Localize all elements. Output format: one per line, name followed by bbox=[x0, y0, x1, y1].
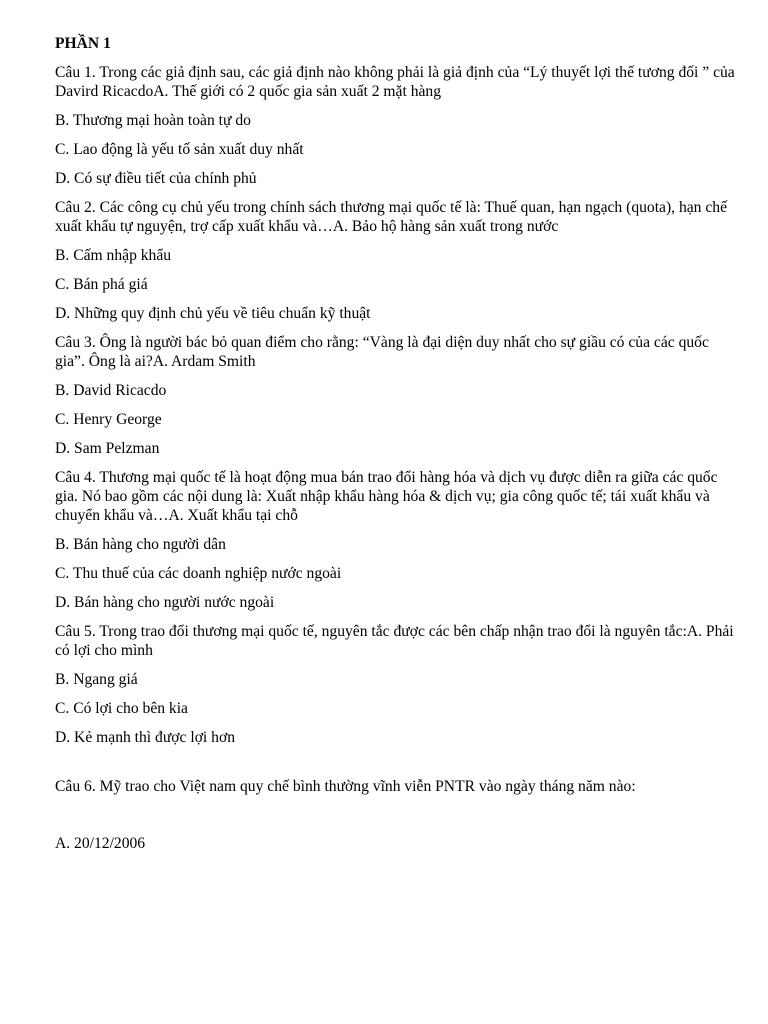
question-5-option-c: C. Có lợi cho bên kia bbox=[55, 700, 188, 717]
question-5-option-b: B. Ngang giá bbox=[55, 671, 138, 688]
question-5: Câu 5. Trong trao đổi thương mại quốc tế, nguyên tắc được các bên chấp nhận trao đổi là nguyên tắc:A. Phải có lợi cho mình bbox=[55, 623, 734, 659]
question-3-option-c: C. Henry George bbox=[55, 411, 162, 428]
question-6: Câu 6. Mỹ trao cho Việt nam quy chế bình thường vĩnh viễn PNTR vào ngày tháng năm nào: bbox=[55, 778, 636, 795]
question-1-option-c: C. Lao động là yếu tố sản xuất duy nhất bbox=[55, 141, 304, 158]
question-2-option-d: D. Những quy định chủ yếu về tiêu chuẩn kỹ thuật bbox=[55, 305, 371, 322]
document-page bbox=[55, 34, 735, 863]
question-3: Câu 3. Ông là người bác bỏ quan điểm cho rằng: “Vàng là đại diện duy nhất cho sự giầu có của các quốc gia”. Ông là ai?A. Ardam Smith bbox=[55, 334, 709, 370]
question-4: Câu 4. Thương mại quốc tế là hoạt động mua bán trao đổi hàng hóa và dịch vụ được diễn ra giữa các quốc gia. Nó bao gồm các nội dung là: Xuất nhập khẩu hàng hóa & dịch vụ; gia công quốc tế; tái xuất khẩu và chuyển khẩu và…A. Xuất khẩu tại chỗ bbox=[55, 469, 718, 524]
question-1-option-d: D. Có sự điều tiết của chính phủ bbox=[55, 170, 257, 187]
question-2-option-b: B. Cấm nhập khẩu bbox=[55, 247, 172, 264]
question-5-option-d: D. Kẻ mạnh thì được lợi hơn bbox=[55, 729, 236, 746]
section-heading: PHẦN 1 bbox=[55, 35, 111, 52]
question-1-option-b: B. Thương mại hoàn toàn tự do bbox=[55, 112, 251, 129]
question-3-option-d: D. Sam Pelzman bbox=[55, 440, 160, 457]
question-1: Câu 1. Trong các giả định sau, các giả định nào không phải là giả định của “Lý thuyết lợi thế tương đối ” của Davird RicacdoA. Thế giới có 2 quốc gia sản xuất 2 mặt hàng bbox=[55, 64, 735, 100]
question-4-option-b: B. Bán hàng cho người dân bbox=[55, 536, 226, 553]
question-2-option-c: C. Bán phá giá bbox=[55, 276, 148, 293]
question-4-option-c: C. Thu thuế của các doanh nghiệp nước ngoài bbox=[55, 565, 342, 582]
question-3-option-b: B. David Ricacdo bbox=[55, 382, 167, 399]
question-2: Câu 2. Các công cụ chủ yếu trong chính sách thương mại quốc tế là: Thuế quan, hạn ngạch (quota), hạn chế xuất khẩu tự nguyện, trợ cấp xuất khẩu và…A. Bảo hộ hàng sản xuất trong nước bbox=[55, 199, 728, 235]
question-4-option-d: D. Bán hàng cho người nước ngoài bbox=[55, 594, 275, 611]
question-6-option-a: A. 20/12/2006 bbox=[55, 835, 146, 852]
